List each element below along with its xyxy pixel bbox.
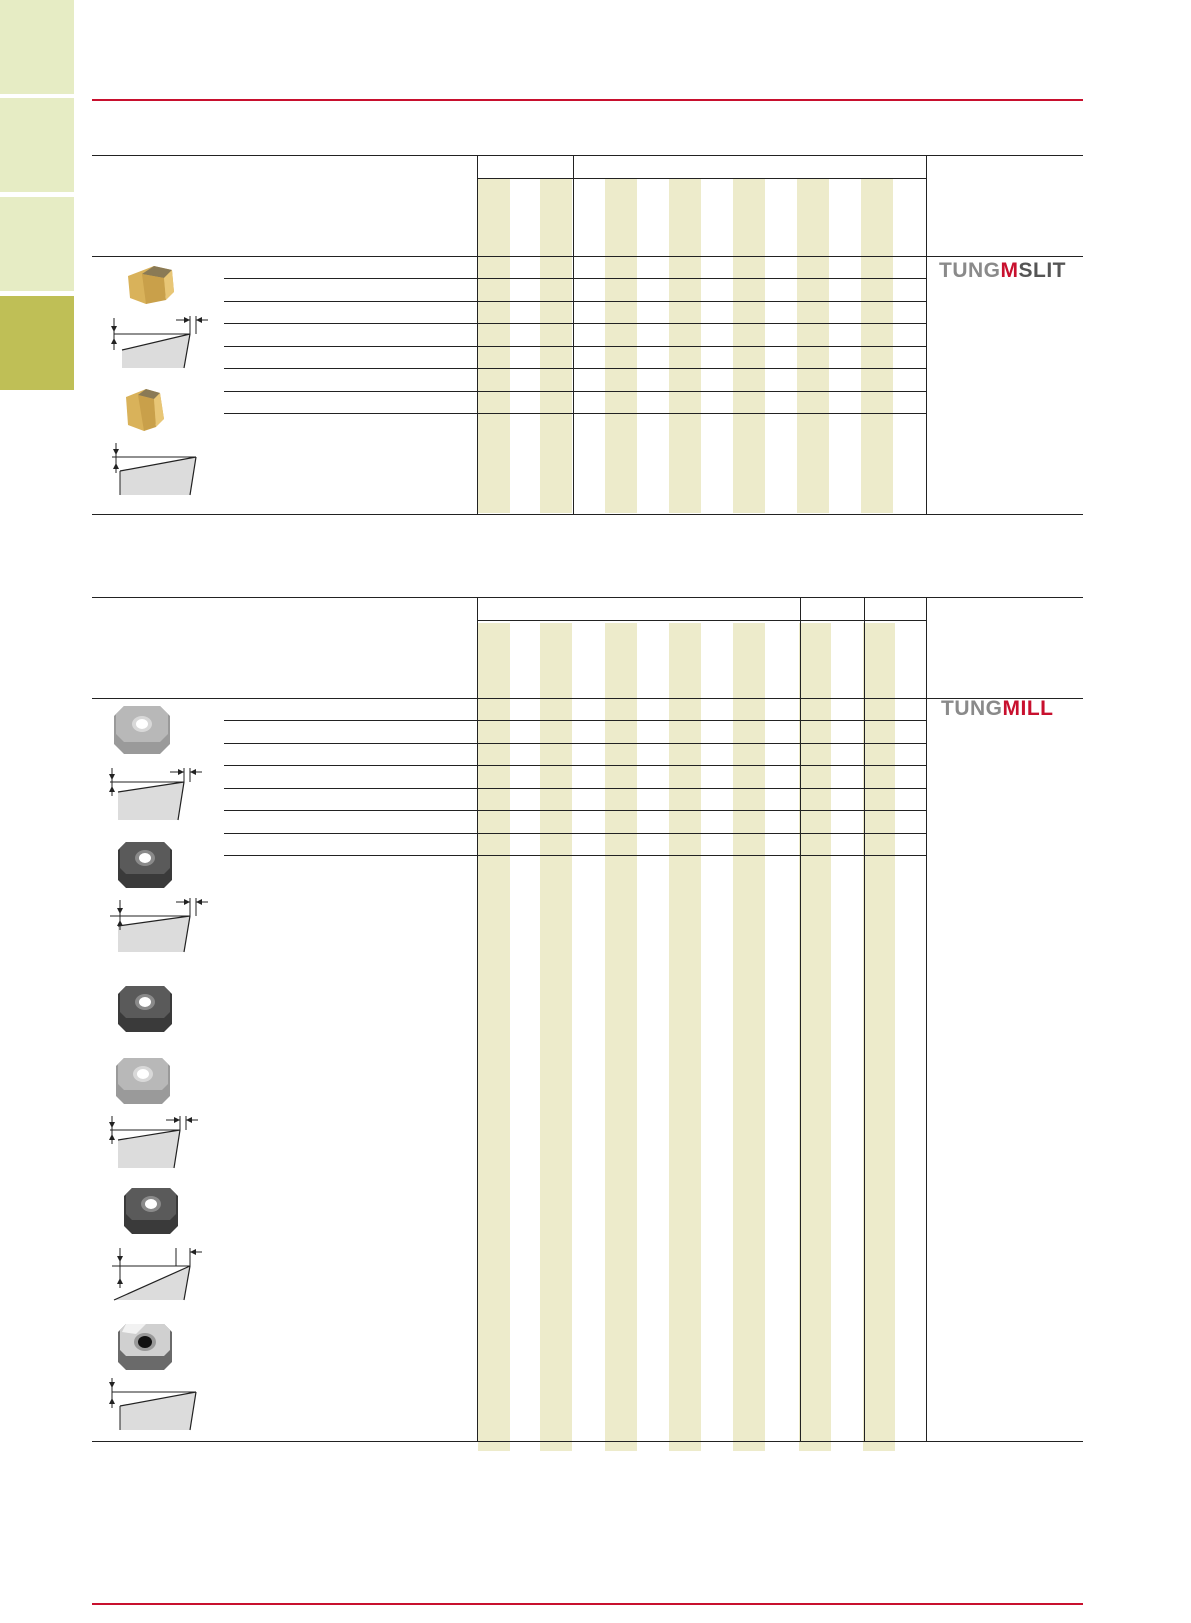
- table-rule: [92, 597, 1083, 598]
- table-column-stripe: [540, 623, 572, 1451]
- square-insert-silver-icon: [116, 1322, 174, 1372]
- table-col-rule: [573, 155, 574, 514]
- square-insert-gray-icon: [112, 704, 172, 756]
- side-tab-4-active[interactable]: [0, 296, 74, 390]
- table-col-rule: [800, 597, 801, 1441]
- table-rule: [92, 155, 1083, 156]
- square-insert-dark-icon: [116, 840, 174, 890]
- side-tab-3[interactable]: [0, 197, 74, 291]
- table-rule: [477, 178, 926, 179]
- square-insert-dark-icon: [122, 1186, 180, 1236]
- table-row-rule: [224, 855, 926, 856]
- table-rule: [92, 698, 1083, 699]
- table-rule: [92, 256, 1083, 257]
- table-rule: [92, 514, 1083, 515]
- table-row-rule: [224, 413, 926, 414]
- table-row-rule: [224, 743, 926, 744]
- square-insert-gray-icon: [114, 1056, 172, 1106]
- chamfer-diagram-icon: [108, 1116, 204, 1172]
- table-row-rule: [224, 765, 926, 766]
- side-tab-1[interactable]: [0, 0, 74, 94]
- table-column-stripe: [605, 623, 637, 1451]
- slit-insert-gold-icon: [120, 385, 176, 435]
- table-row-rule: [224, 720, 926, 721]
- chamfer-diagram-icon: [108, 898, 204, 954]
- square-insert-dark-icon: [116, 984, 174, 1034]
- side-tab-2[interactable]: [0, 98, 74, 192]
- table-col-rule: [477, 155, 478, 514]
- top-red-rule: [92, 99, 1083, 101]
- tungmslit-logo: TUNGMSLIT: [939, 259, 1066, 282]
- table-row-rule: [224, 301, 926, 302]
- table-row-rule: [224, 391, 926, 392]
- bevel-diagram-icon: [110, 443, 200, 499]
- table-col-rule: [864, 597, 865, 1441]
- bottom-red-rule: [92, 1603, 1083, 1605]
- bevel-diagram-icon: [110, 1378, 200, 1434]
- table-col-rule: [926, 597, 927, 1441]
- tungmill-logo: TUNGMILL: [941, 697, 1054, 720]
- table-row-rule: [224, 833, 926, 834]
- table-column-stripe: [733, 623, 765, 1451]
- table-row-rule: [224, 278, 926, 279]
- table-column-stripe: [478, 623, 510, 1451]
- chamfer-diagram-icon: [108, 768, 204, 824]
- slit-insert-gold-icon: [124, 262, 180, 308]
- table-row-rule: [224, 810, 926, 811]
- table-column-stripe: [669, 623, 701, 1451]
- table-rule: [92, 1441, 1083, 1442]
- table-column-stripe: [863, 623, 895, 1451]
- table-row-rule: [224, 323, 926, 324]
- chamfer-diagram-icon: [110, 1244, 206, 1304]
- table-row-rule: [224, 788, 926, 789]
- table-column-stripe: [799, 623, 831, 1451]
- table-col-rule: [926, 155, 927, 514]
- table-col-rule: [477, 597, 478, 1441]
- table-row-rule: [224, 368, 926, 369]
- chamfer-diagram-icon: [108, 314, 204, 370]
- table-rule: [477, 620, 926, 621]
- table-row-rule: [224, 346, 926, 347]
